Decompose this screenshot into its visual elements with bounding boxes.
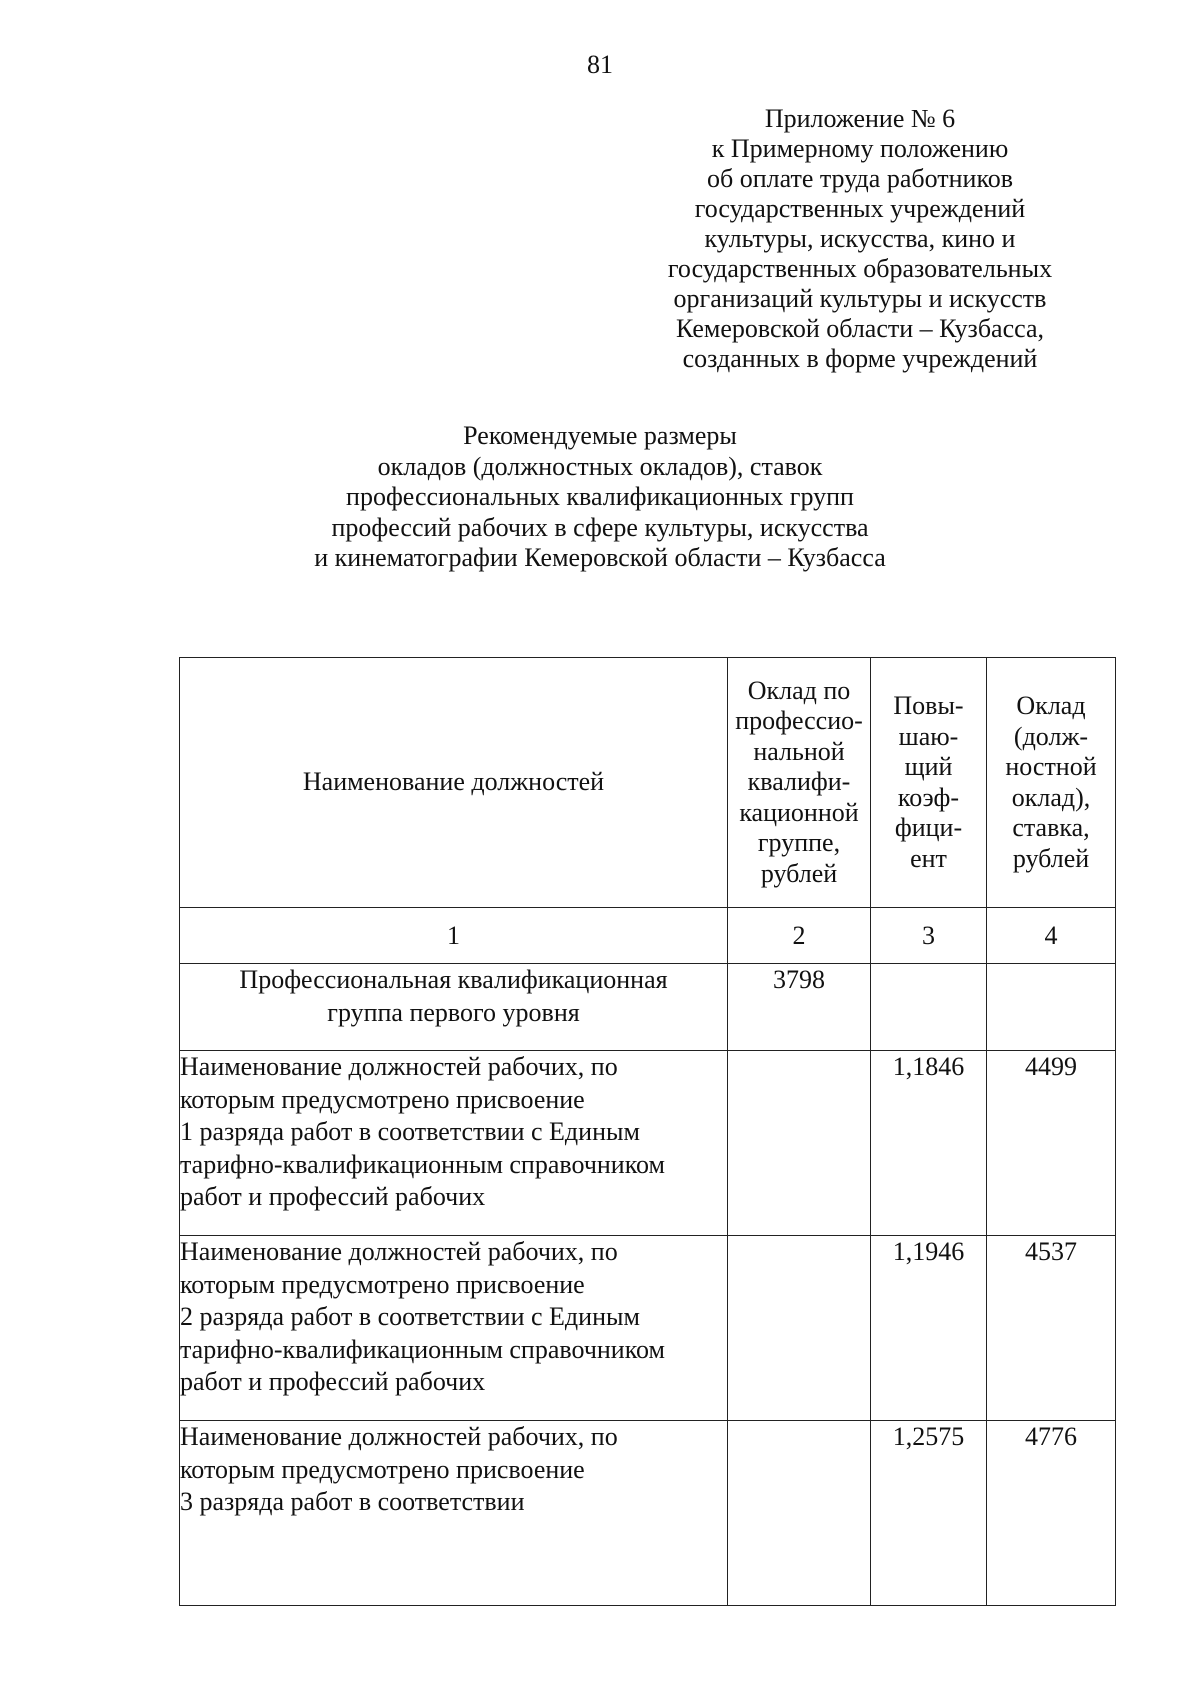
header-line: профессио-: [735, 706, 863, 736]
header-line: квалифи-: [747, 767, 851, 797]
appendix-reference: [640, 104, 1080, 374]
table-header-row: [180, 658, 1116, 908]
header-line: фици-: [894, 813, 963, 842]
table-row: [180, 1051, 1116, 1236]
column-number: 4: [987, 908, 1116, 964]
header-line: ностной: [1005, 752, 1097, 781]
position-name-line: работ и профессий рабочих: [180, 1182, 486, 1211]
header-line: ент: [910, 843, 947, 873]
header-line: нальной: [753, 736, 845, 766]
position-name-cell: [180, 1051, 728, 1236]
appendix-line: государственных образовательных: [667, 254, 1053, 283]
position-name-line: 1 разряда работ в соответствии с Единым: [180, 1117, 640, 1146]
group-name-cell: [180, 964, 728, 1051]
title-line: профессиональных квалификационных групп: [346, 482, 854, 511]
header-line: оклад),: [1011, 782, 1091, 812]
appendix-line: организаций культуры и искусств: [673, 284, 1047, 313]
coefficient-cell: 1,1946: [871, 1236, 987, 1421]
salary-cell: 4537: [987, 1236, 1116, 1421]
title-line: профессий рабочих в сфере культуры, искусства: [331, 512, 869, 542]
appendix-line: Кемеровской области – Кузбасса,: [675, 314, 1045, 343]
position-name-cell: [180, 1236, 728, 1421]
position-name-cell: [180, 1421, 728, 1606]
header-line: щий: [904, 752, 953, 781]
header-line: рублей: [760, 858, 838, 888]
position-name-line: 3 разряда работ в соответствии: [180, 1487, 525, 1516]
position-name-line: 2 разряда работ в соответствии с Единым: [180, 1302, 640, 1331]
header-line: шаю-: [898, 721, 959, 751]
group-name-line: группа первого уровня: [327, 997, 580, 1027]
coefficient-cell: 1,2575: [871, 1421, 987, 1606]
column-number: 2: [728, 908, 871, 964]
title-line: окладов (должностных окладов), ставок: [377, 451, 823, 481]
title-line: и кинематографии Кемеровской области – Кузбасса: [314, 543, 886, 572]
header-coefficient: [871, 658, 987, 908]
coefficient-cell: 1,1846: [871, 1051, 987, 1236]
header-position-name: [180, 658, 728, 908]
position-name-line: которым предусмотрено присвоение: [180, 1269, 585, 1299]
empty-cell: [987, 964, 1116, 1051]
position-name-line: которым предусмотрено присвоение: [180, 1454, 585, 1484]
appendix-line: созданных в форме учреждений: [682, 344, 1038, 373]
header-line: (долж-: [1013, 721, 1089, 751]
header-salary-rate: [987, 658, 1116, 908]
page-number: 81: [587, 50, 613, 79]
document-title: [0, 421, 1200, 574]
header-line: Повы-: [893, 691, 964, 720]
salary-cell: 4776: [987, 1421, 1116, 1606]
header-line: коэф-: [897, 782, 960, 812]
position-name-line: Наименование должностей рабочих, по: [180, 1422, 618, 1451]
header-line: Оклад: [1016, 691, 1086, 720]
empty-cell: [728, 1421, 871, 1606]
appendix-line: Приложение № 6: [764, 104, 956, 133]
title-line: Рекомендуемые размеры: [463, 421, 737, 450]
column-number: 1: [180, 908, 728, 964]
header-line: кационной: [739, 797, 859, 827]
header-line: Наименование должностей: [302, 767, 605, 797]
group-name-line: Профессиональная квалификационная: [239, 965, 668, 994]
header-line: ставка,: [1012, 813, 1090, 842]
position-name-line: тарифно-квалификационным справочником: [180, 1149, 665, 1179]
position-name-line: которым предусмотрено присвоение: [180, 1084, 585, 1114]
appendix-line: культуры, искусства, кино и: [704, 224, 1016, 253]
position-name-line: тарифно-квалификационным справочником: [180, 1334, 665, 1364]
appendix-line: государственных учреждений: [694, 194, 1026, 223]
empty-cell: [871, 964, 987, 1051]
empty-cell: [728, 1236, 871, 1421]
column-number: 3: [871, 908, 987, 964]
table-row: [180, 1421, 1116, 1606]
position-name-line: Наименование должностей рабочих, по: [180, 1052, 618, 1081]
header-base-salary: [728, 658, 871, 908]
appendix-line: об оплате труда работников: [706, 164, 1014, 193]
column-number-row: [180, 908, 1116, 964]
empty-cell: [728, 1051, 871, 1236]
position-name-line: Наименование должностей рабочих, по: [180, 1237, 618, 1266]
group-base-salary: 3798: [728, 964, 871, 1051]
group-row: [180, 964, 1116, 1051]
header-line: Оклад по: [747, 675, 851, 705]
appendix-line: к Примерному положению: [711, 134, 1009, 163]
header-line: рублей: [1012, 843, 1090, 873]
salary-table: [179, 657, 1116, 1606]
salary-cell: 4499: [987, 1051, 1116, 1236]
header-line: группе,: [757, 828, 841, 858]
position-name-line: работ и профессий рабочих: [180, 1367, 486, 1396]
table-row: [180, 1236, 1116, 1421]
